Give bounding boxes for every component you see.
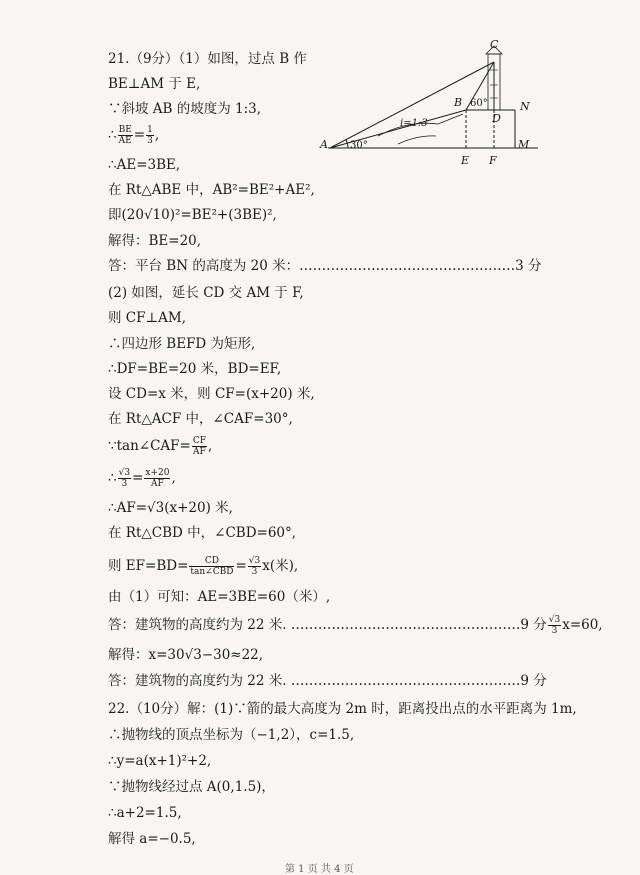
text-line: ∴DF=BE=20 米，BD=EF, [108,361,282,377]
text-line: 答：建筑物的高度约为 22 米. ……………………………………………9 分 [108,673,547,689]
text-line: 解得 a=−0.5, [108,831,196,847]
text-line: 21.（9分）（1）如图，过点 B 作 [108,51,307,67]
text-line: ∴a+2=1.5, [108,805,182,821]
geometry-diagram [318,40,540,176]
text-line: 解得：BE=20, [108,233,202,249]
text-line: 由（1）可知：AE=3BE=60（米）, [108,589,331,605]
text-line: ∴y=a(x+1)²+2, [108,753,212,769]
line-ratio: ∴ $\frac{BE}{AE}$ = $\frac{1}{3}$ , [108,125,160,146]
label-e: E [461,154,470,167]
text-line: ∵抛物线经过点 A(0,1.5)， [108,779,275,795]
label-m: M [518,138,530,151]
label-angle-60: 60° [470,98,488,109]
text-line: ∴抛物线的顶点坐标为（−1,2），c=1.5, [108,727,355,743]
label-b: B [454,96,463,109]
text-line: 答：平台 BN 的高度为 20 米：…………………………………………3 分 [108,258,542,274]
angle-arc-a [346,140,348,148]
label-slope: i=1:3 [400,118,428,129]
label-c: C [490,40,499,51]
text-line: ∴AF=√3(x+20) 米, [108,500,233,516]
line-sqrt3-ratio: ∴ $\frac{√3}{3}$ = $\frac{x+20}{AF}$ , [108,468,176,489]
text-line: 即(20√10)²=BE²+(3BE)², [108,207,277,223]
text-line: ∴四边形 BEFD 为矩形, [108,336,256,352]
fraction-be-ae: $\frac{BE}{AE}$ [118,125,132,146]
text-line: 22.（10分）解：(1)∵箭的最大高度为 2m 时，距离投出点的水平距离为 1m, [108,701,577,717]
text-line: 解得：x=30√3−30≈22, [108,647,264,663]
line-tan: ∵tan∠CAF= $\frac{CF}{AF}$ , [108,436,213,457]
label-n: N [520,100,530,113]
text-line: 设 CD=x 米，则 CF=(x+20) 米, [108,386,315,402]
text-line: (2) 如图，延长 CD 交 AM 于 F, [108,285,304,301]
label-d: D [492,112,501,125]
page-footer: 第 1 页 共 4 页 [285,864,354,875]
label-angle-30: 30° [350,140,368,151]
text-line: ∵斜坡 AB 的坡度为 1:3, [108,101,262,117]
slope-texture-2 [398,136,436,144]
line-ef-bd: 则 EF=BD= $\frac{CD}{\text{tan∠CBD}}$ = $\frac{√3}{3}$ x(米), [108,556,299,577]
line-equation: 答：建筑物的高度约为 22 米. ……………………………………………9 分 $\frac{√3}{3}$ x=60, [108,615,603,636]
text-line: 在 Rt△ABE 中，AB²=BE²+AE², [108,182,315,198]
text-line: 则 CF⊥AM, [108,310,187,326]
label-a: A [320,138,328,151]
text-line: 在 Rt△CBD 中，∠CBD=60°, [108,525,297,541]
text-line: BE⊥AM 于 E, [108,76,201,92]
text-line: ∴AE=3BE, [108,157,181,173]
label-f: F [489,154,497,167]
text-line: 在 Rt△ACF 中，∠CAF=30°, [108,411,293,427]
